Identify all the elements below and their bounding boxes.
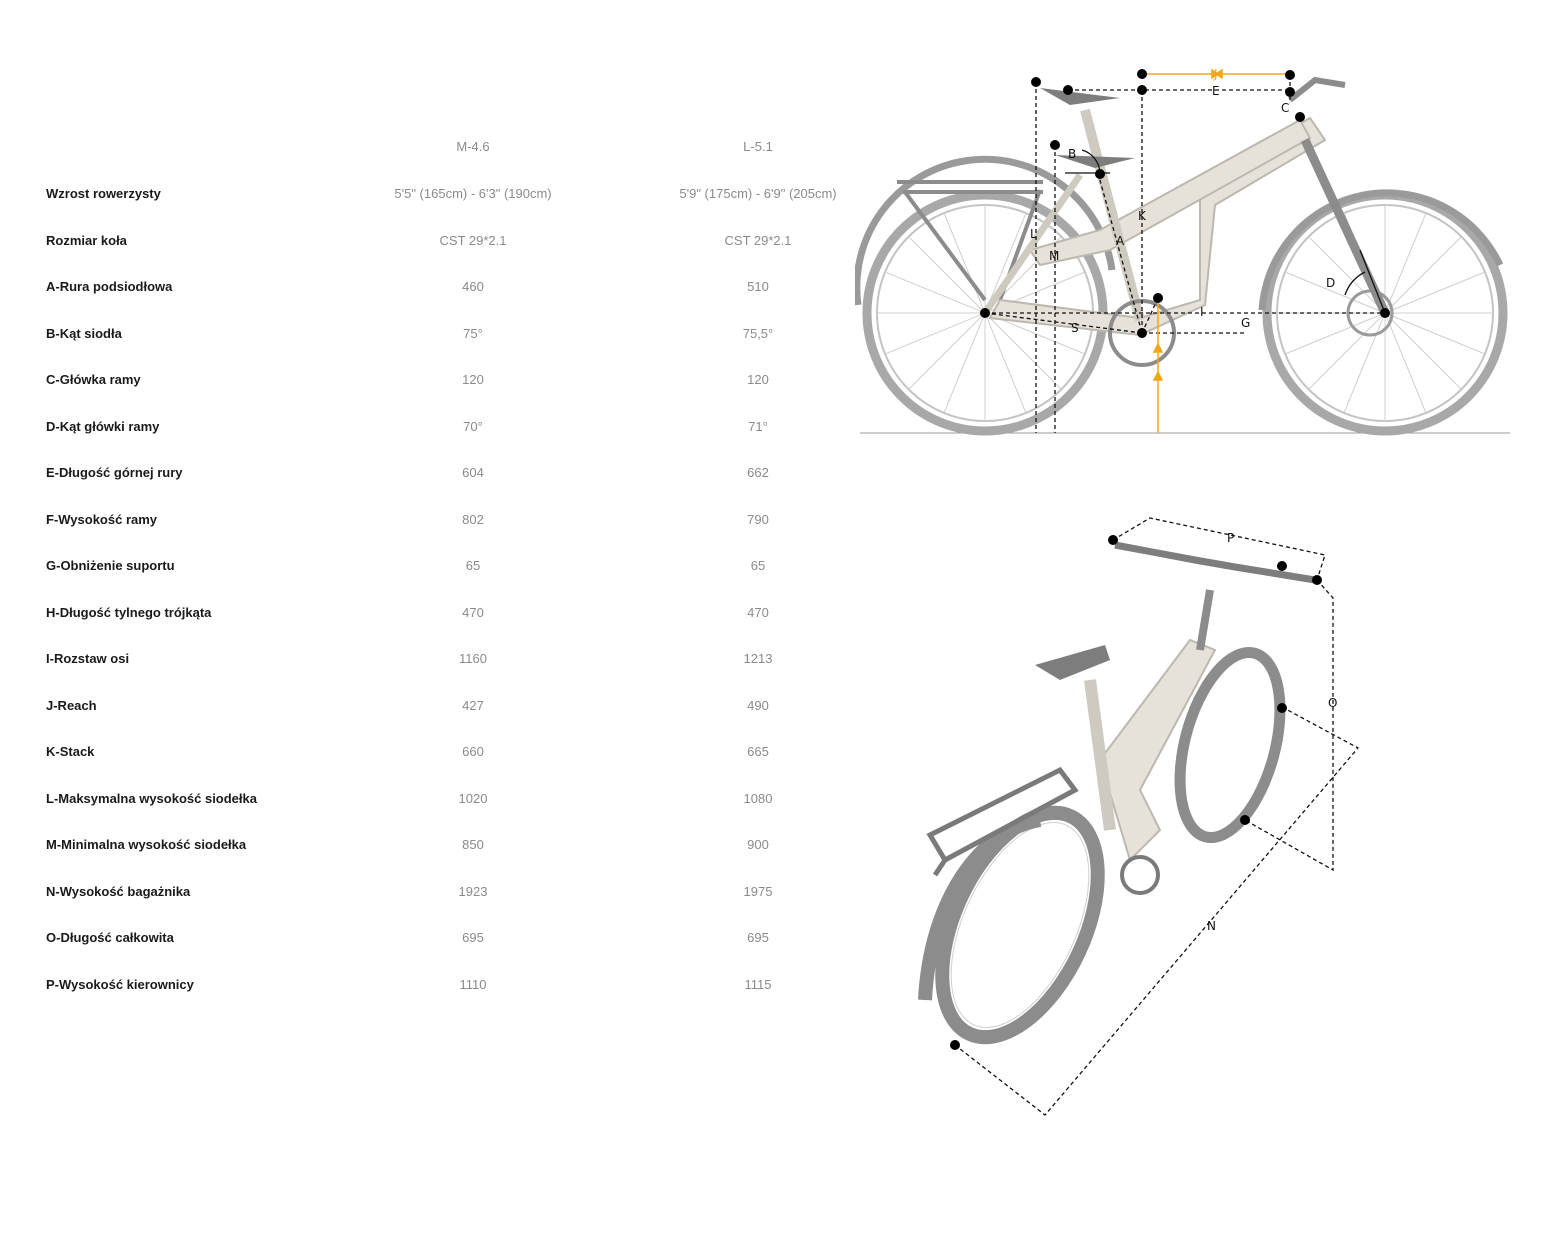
letter-n: N [1207, 919, 1216, 933]
value-l: 790 [747, 511, 769, 527]
value-m: 75° [463, 325, 483, 341]
saddle-3d [1035, 645, 1110, 680]
row-label: K-Stack [46, 744, 95, 759]
value-l: 490 [747, 697, 769, 713]
value-m: 70° [463, 418, 483, 434]
table-row [0, 837, 860, 859]
row-label: Rozmiar koła [46, 232, 127, 248]
value-l: 1115 [744, 976, 772, 992]
table-row [0, 186, 860, 208]
value-l: 1213 [743, 651, 773, 666]
row-label: Wzrost rowerzysty [46, 186, 161, 201]
row-label: F-Wysokość ramy [46, 511, 158, 527]
table-row [0, 558, 860, 580]
column-header-l: L-5.1 [743, 139, 773, 154]
letter-s: S [1071, 321, 1079, 335]
letter-g: G [1241, 316, 1251, 330]
value-m: 850 [462, 837, 484, 852]
value-m: CST 29*2.1 [439, 232, 507, 248]
table-row [0, 419, 860, 441]
value-l: 695 [747, 930, 769, 945]
value-m: 660 [462, 744, 484, 759]
value-m: 470 [462, 604, 484, 620]
value-m: 5'5" (165cm) - 6'3" (190cm) [394, 186, 552, 201]
letter-k: K [1138, 209, 1146, 223]
saddle-upper [1040, 88, 1120, 105]
row-label: A-Rura podsiodłowa [46, 279, 173, 294]
column-header-m: M-4.6 [456, 139, 490, 154]
letter-a: A [1116, 234, 1125, 248]
letter-e: E [1212, 84, 1220, 98]
value-m: 1110 [459, 976, 487, 992]
letter-m: M [1049, 249, 1060, 263]
table-row [0, 977, 860, 999]
table-row [0, 651, 860, 673]
table-row [0, 512, 860, 534]
value-l: CST 29*2.1 [724, 232, 792, 248]
value-m: 1160 [459, 651, 487, 666]
row-label: N-Wysokość bagażnika [46, 883, 191, 899]
row-label: P-Wysokość kierownicy [46, 976, 194, 992]
row-label: I-Rozstaw osi [46, 651, 130, 666]
value-m: 802 [462, 511, 484, 527]
value-m: 427 [462, 697, 484, 713]
saddle-lower [1055, 155, 1135, 168]
value-l: 65 [750, 558, 766, 573]
table-row [0, 930, 860, 952]
value-m: 604 [462, 465, 484, 480]
letter-o: O [1328, 696, 1338, 710]
row-label: D-Kąt główki ramy [46, 418, 160, 434]
row-label: O-Długość całkowita [46, 930, 174, 945]
table-row [0, 791, 860, 813]
letter-p: P [1227, 531, 1235, 545]
table-row [0, 744, 860, 766]
head-angle-line [1360, 250, 1385, 313]
table-row [0, 326, 860, 348]
row-label: G-Obniżenie suportu [46, 558, 175, 573]
row-label: B-Kąt siodła [46, 325, 122, 341]
value-l: 900 [747, 837, 769, 852]
value-m: 695 [462, 930, 484, 945]
value-m: 65 [465, 558, 481, 573]
table-row [0, 884, 860, 906]
value-l: 120 [747, 372, 769, 387]
table-row [0, 465, 860, 487]
table-row [0, 233, 860, 255]
table-row [0, 372, 860, 394]
value-l: 470 [747, 604, 769, 620]
reach-indicator [1142, 70, 1290, 433]
table-row [0, 698, 860, 720]
row-label: C-Główka ramy [46, 372, 141, 387]
row-label: L-Maksymalna wysokość siodełka [46, 790, 257, 806]
table-row [0, 279, 860, 301]
row-label: M-Minimalna wysokość siodełka [46, 837, 247, 852]
value-l: 1975 [743, 883, 773, 899]
rear-view-geometry-diagram [900, 505, 1370, 1125]
value-l: 510 [747, 279, 769, 294]
letter-b: B [1068, 147, 1077, 161]
value-l: 662 [747, 465, 769, 480]
value-m: 120 [462, 372, 484, 387]
bike-frame-3d [1090, 590, 1215, 860]
letter-l: L [1030, 227, 1037, 241]
letter-i: I [1200, 305, 1204, 319]
value-l: 5'9" (175cm) - 6'9" (205cm) [679, 186, 837, 201]
value-m: 460 [462, 279, 484, 294]
chainring-3d [1122, 857, 1158, 893]
value-l: 1080 [743, 790, 773, 806]
value-m: 1020 [458, 790, 488, 806]
row-label: E-Długość górnej rury [46, 465, 183, 480]
value-l: 71° [748, 418, 768, 434]
row-label: J-Reach [46, 697, 97, 713]
value-m: 1923 [458, 883, 488, 899]
table-row [0, 605, 860, 627]
letter-c: C [1281, 101, 1290, 115]
value-l: 75,5° [742, 325, 774, 341]
letter-j: J [1214, 67, 1218, 81]
row-label: H-Długość tylnego trójkąta [46, 604, 212, 620]
handlebar [1290, 80, 1345, 100]
value-l: 665 [747, 744, 769, 759]
letter-d: D [1326, 276, 1336, 290]
side-view-geometry-diagram [855, 60, 1515, 440]
